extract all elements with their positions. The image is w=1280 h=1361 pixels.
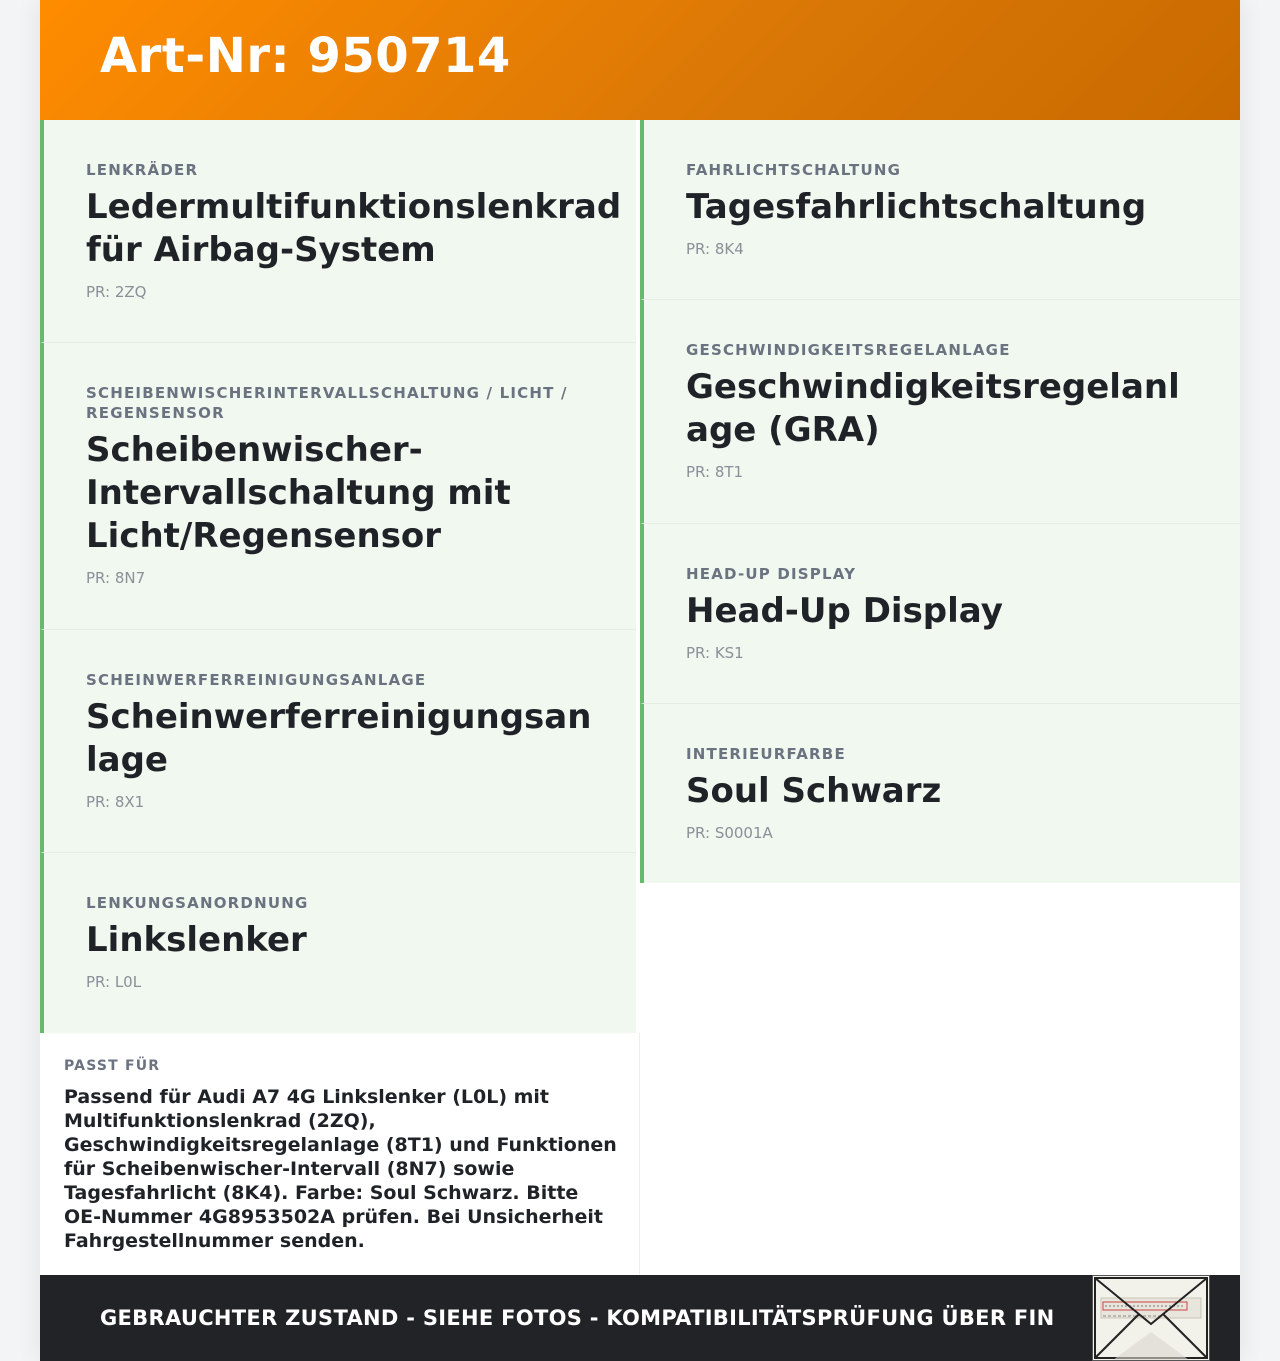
compatibility-text: Passend für Audi A7 4G Linkslenker (L0L) mit Multifunktionslenkrad (2ZQ), Geschwindigkeitsregelanlage (8T1) und Funktionen für Scheibenwischer-Intervall (8N7) sowie Tagesfahrlicht (8K4). Farbe: Soul Schwarz. Bitte OE-Nummer 4G8953502A prüfen. Bei Unsicherheit Fahrgestellnummer senden. bbox=[64, 1086, 617, 1252]
feature-pr-code: PR: 8N7 bbox=[86, 569, 146, 587]
feature-pr-code: PR: KS1 bbox=[686, 644, 744, 662]
feature-card-headlight-washer bbox=[40, 630, 636, 853]
feature-value: Linkslenker bbox=[86, 920, 307, 960]
envelope-document-icon bbox=[1093, 1276, 1209, 1360]
feature-category: INTERIEURFARBE bbox=[686, 745, 846, 763]
feature-value: Scheibenwischer-Intervallschaltung mit Licht/Regensensor bbox=[86, 430, 511, 556]
feature-category: LENKRÄDER bbox=[86, 161, 199, 179]
feature-pr-code: PR: S0001A bbox=[686, 824, 773, 842]
feature-value: Ledermultifunktionslenkrad für Airbag-System bbox=[86, 187, 622, 270]
feature-card-head-up-display bbox=[640, 524, 1240, 704]
feature-card-daytime-lights bbox=[640, 120, 1240, 300]
feature-category: FAHRLICHTSCHALTUNG bbox=[686, 161, 902, 179]
feature-category: LENKUNGSANORDNUNG bbox=[86, 894, 309, 912]
footer-bar bbox=[40, 1275, 1240, 1361]
feature-pr-code: PR: 2ZQ bbox=[86, 283, 147, 301]
compatibility-label: PASST FÜR bbox=[64, 1058, 161, 1074]
feature-card-steering-position bbox=[40, 853, 636, 1033]
compatibility-section bbox=[40, 1033, 640, 1275]
feature-category: GESCHWINDIGKEITSREGELANLAGE bbox=[686, 341, 1011, 359]
vehicle-document-thumbnail[interactable] bbox=[1092, 1275, 1210, 1361]
feature-card-wiper-interval bbox=[40, 343, 636, 630]
feature-pr-code: PR: 8K4 bbox=[686, 240, 744, 258]
feature-value: Scheinwerferreinigungsanlage bbox=[86, 697, 592, 780]
feature-category: SCHEIBENWISCHERINTERVALLSCHALTUNG / LICHT / REGENSENSOR bbox=[86, 384, 568, 422]
feature-value: Geschwindigkeitsregelanlage (GRA) bbox=[686, 367, 1180, 450]
feature-card-steering-wheel bbox=[40, 120, 636, 343]
feature-value: Soul Schwarz bbox=[686, 771, 942, 811]
feature-category: SCHEINWERFERREINIGUNGSANLAGE bbox=[86, 671, 427, 689]
article-number-title: Art-Nr: 950714 bbox=[100, 28, 511, 84]
header-bar bbox=[40, 0, 1240, 120]
feature-value: Head-Up Display bbox=[686, 591, 1003, 631]
feature-category: HEAD-UP DISPLAY bbox=[686, 565, 857, 583]
feature-pr-code: PR: 8T1 bbox=[686, 463, 744, 481]
feature-card-cruise-control bbox=[640, 300, 1240, 524]
footer-condition-text: GEBRAUCHTER ZUSTAND - SIEHE FOTOS - KOMPATIBILITÄTSPRÜFUNG ÜBER FIN bbox=[100, 1306, 1055, 1330]
feature-pr-code: PR: 8X1 bbox=[86, 793, 145, 811]
feature-value: Tagesfahrlichtschaltung bbox=[686, 187, 1147, 227]
feature-card-interior-color bbox=[640, 704, 1240, 883]
product-sheet bbox=[40, 0, 1240, 1361]
feature-pr-code: PR: L0L bbox=[86, 973, 142, 991]
